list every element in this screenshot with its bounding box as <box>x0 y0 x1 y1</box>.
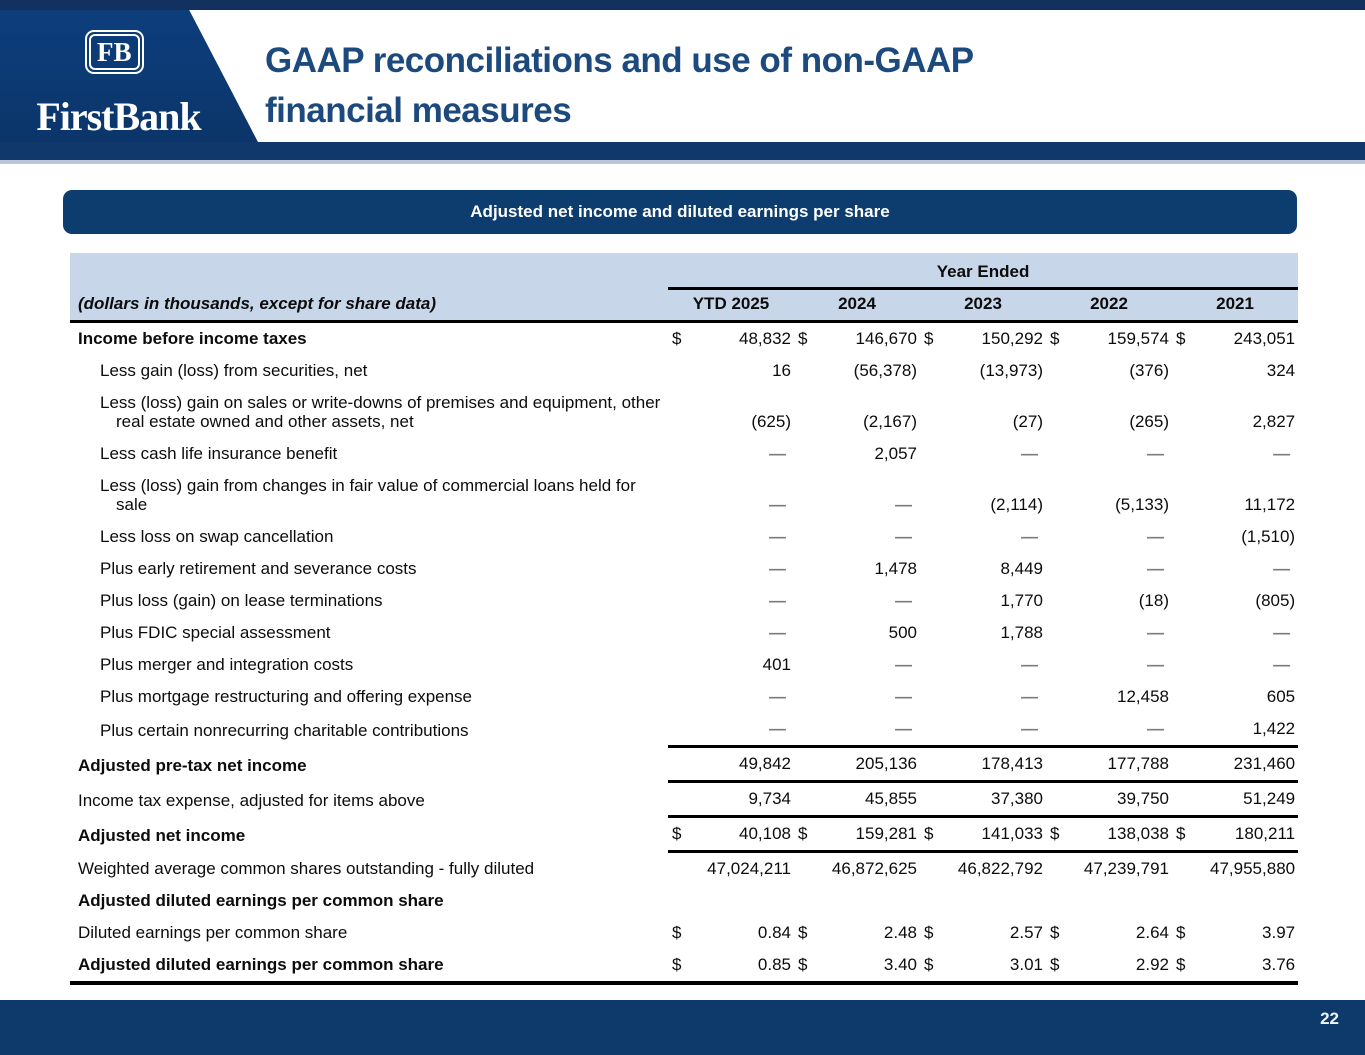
row-label: Plus merger and integration costs <box>100 655 354 674</box>
value-cell-r11c1: — <box>822 713 920 747</box>
dollar-sign-cell: $ <box>794 817 822 852</box>
dollar-sign-cell <box>794 553 822 585</box>
value-cell-r13c2: 37,380 <box>948 782 1046 817</box>
table-label-header: (dollars in thousands, except for share data) <box>70 289 668 322</box>
value-cell-r9c2: — <box>1021 655 1038 674</box>
dollar-sign-cell <box>920 553 948 585</box>
value-cell-r15c4: 47,955,880 <box>1210 859 1296 878</box>
column-header-3: 2022 <box>1046 289 1172 322</box>
value-cell-r11c4: 1,422 <box>1200 713 1298 747</box>
table-row <box>70 553 1298 585</box>
column-header-4: 2021 <box>1172 289 1298 322</box>
dollar-sign-cell <box>668 852 696 886</box>
dollar-sign-cell <box>1172 852 1200 886</box>
dollar-sign-cell <box>920 747 948 782</box>
dollar-sign-cell <box>1046 585 1074 617</box>
dollar-sign-cell <box>794 617 822 649</box>
row-label: Less gain (loss) from securities, net <box>100 361 368 380</box>
dollar-sign-cell <box>920 355 948 387</box>
value-cell-r13c4: 51,249 <box>1200 782 1298 817</box>
table-corner <box>70 253 668 289</box>
value-cell-r17c4: 3.97 <box>1262 923 1296 942</box>
value-cell-r1c4: 324 <box>1266 361 1296 380</box>
value-cell-r18c0: 0.85 <box>696 949 794 983</box>
table-row <box>70 585 1298 617</box>
table-row <box>70 917 1298 949</box>
value-cell-r1c0: 16 <box>772 361 791 380</box>
dollar-sign-cell <box>1046 782 1074 817</box>
value-cell-r14c0: 40,108 <box>696 817 794 852</box>
dollar-sign-cell <box>920 521 948 553</box>
value-cell-r0c0: 48,832 <box>739 329 791 348</box>
value-cell-r15c0: 47,024,211 <box>707 859 791 878</box>
value-cell-r4c1: — <box>895 495 912 514</box>
slide-title-line1: GAAP reconciliations and use of non-GAAP <box>265 41 974 80</box>
reconciliation-table-container <box>70 253 1298 985</box>
firstbank-logo <box>0 0 230 144</box>
row-label: Less (loss) gain from changes in fair value of commercial loans held for sale <box>100 476 636 514</box>
value-cell-r2c4: 2,827 <box>1252 412 1296 431</box>
value-cell-r18c3: 2.92 <box>1074 949 1172 983</box>
value-cell-r18c2: 3.01 <box>948 949 1046 983</box>
value-cell-r10c0: — <box>769 687 786 706</box>
table-row <box>70 817 1298 852</box>
row-label: Less loss on swap cancellation <box>100 527 334 546</box>
value-cell-r18c4: 3.76 <box>1200 949 1298 983</box>
dollar-sign-cell <box>668 553 696 585</box>
row-label: Plus FDIC special assessment <box>100 623 331 642</box>
dollar-sign-cell: $ <box>672 329 682 348</box>
value-cell-r5c4: (1,510) <box>1241 527 1296 546</box>
value-cell-r6c3: — <box>1147 559 1164 578</box>
value-cell-r9c1: — <box>895 655 912 674</box>
dollar-sign-cell <box>1046 355 1074 387</box>
dollar-sign-cell: $ <box>920 949 948 983</box>
value-cell-r4c3: (5,133) <box>1115 495 1169 514</box>
dollar-sign-cell <box>920 438 948 470</box>
slide-title-line2: financial measures <box>265 91 572 130</box>
value-cell-r8c3: — <box>1147 623 1164 642</box>
row-label: Diluted earnings per common share <box>78 923 348 942</box>
row-label: Income before income taxes <box>78 329 307 348</box>
dollar-sign-cell <box>1172 470 1200 521</box>
value-cell-r6c1: 1,478 <box>874 559 917 578</box>
dollar-sign-cell <box>668 617 696 649</box>
value-cell-r3c3: — <box>1147 444 1164 463</box>
dollar-sign-cell <box>1172 713 1200 747</box>
dollar-sign-cell: $ <box>1050 923 1060 942</box>
dollar-sign-cell: $ <box>1176 923 1186 942</box>
dollar-sign-cell <box>794 470 822 521</box>
dollar-sign-cell <box>920 885 948 917</box>
table-title-banner <box>63 190 1297 234</box>
row-label: Adjusted diluted earnings per common share <box>78 891 444 910</box>
table-row <box>70 617 1298 649</box>
dollar-sign-cell <box>794 713 822 747</box>
value-cell-r8c0: — <box>769 623 786 642</box>
dollar-sign-cell <box>1046 852 1074 886</box>
value-cell-r11c0: — <box>696 713 794 747</box>
dollar-sign-cell: $ <box>1050 329 1060 348</box>
dollar-sign-cell <box>1046 387 1074 438</box>
value-cell-r14c3: 138,038 <box>1074 817 1172 852</box>
dollar-sign-cell <box>794 782 822 817</box>
dollar-sign-cell <box>794 649 822 681</box>
dollar-sign-cell <box>1172 387 1200 438</box>
dollar-sign-cell <box>920 713 948 747</box>
dollar-sign-cell <box>1172 747 1200 782</box>
table-row <box>70 747 1298 782</box>
dollar-sign-cell <box>668 521 696 553</box>
dollar-sign-cell: $ <box>1176 329 1186 348</box>
dollar-sign-cell: $ <box>668 949 696 983</box>
dollar-sign-cell <box>1046 521 1074 553</box>
value-cell-r14c4: 180,211 <box>1200 817 1298 852</box>
value-cell-r16c3 <box>1074 885 1172 917</box>
value-cell-r17c2: 2.57 <box>1009 923 1043 942</box>
table-row <box>70 852 1298 886</box>
dollar-sign-cell: $ <box>1172 817 1200 852</box>
dollar-sign-cell <box>794 681 822 713</box>
reconciliation-table <box>70 253 1298 985</box>
dollar-sign-cell: $ <box>920 817 948 852</box>
value-cell-r5c3: — <box>1147 527 1164 546</box>
dollar-sign-cell: $ <box>1046 817 1074 852</box>
value-cell-r2c2: (27) <box>1012 412 1043 431</box>
dollar-sign-cell <box>1046 681 1074 713</box>
value-cell-r10c2: — <box>1021 687 1038 706</box>
row-label: Adjusted diluted earnings per common share <box>70 949 668 983</box>
dollar-sign-cell <box>794 885 822 917</box>
page-number: 22 <box>1320 1009 1339 1028</box>
dollar-sign-cell <box>1172 782 1200 817</box>
value-cell-r10c1: — <box>895 687 912 706</box>
row-label: Weighted average common shares outstanding - fully diluted <box>78 859 535 878</box>
logo-wordmark: FirstBank <box>36 94 201 139</box>
value-cell-r18c1: 3.40 <box>822 949 920 983</box>
dollar-sign-cell <box>1172 355 1200 387</box>
value-cell-r16c1 <box>822 885 920 917</box>
value-cell-r2c1: (2,167) <box>863 412 917 431</box>
dollar-sign-cell: $ <box>798 329 808 348</box>
table-row <box>70 387 1298 438</box>
value-cell-r0c1: 146,670 <box>855 329 917 348</box>
value-cell-r3c0: — <box>769 444 786 463</box>
table-row <box>70 355 1298 387</box>
fb-monogram-icon <box>85 30 144 74</box>
value-cell-r0c3: 159,574 <box>1107 329 1169 348</box>
value-cell-r0c4: 243,051 <box>1233 329 1296 348</box>
dollar-sign-cell <box>668 747 696 782</box>
value-cell-r11c2: — <box>948 713 1046 747</box>
dollar-sign-cell <box>1172 681 1200 713</box>
row-label: Less (loss) gain on sales or write-downs of premises and equipment, other real estate owned and other assets, net <box>100 393 661 431</box>
dollar-sign-cell <box>668 355 696 387</box>
value-cell-r14c1: 159,281 <box>822 817 920 852</box>
dollar-sign-cell <box>1046 438 1074 470</box>
dollar-sign-cell <box>920 782 948 817</box>
value-cell-r7c2: 1,770 <box>1000 591 1043 610</box>
value-cell-r4c0: — <box>769 495 786 514</box>
dollar-sign-cell: $ <box>924 329 934 348</box>
dollar-sign-cell: $ <box>668 817 696 852</box>
value-cell-r6c2: 8,449 <box>1000 559 1043 578</box>
table-row <box>70 885 1298 917</box>
value-cell-r9c4: — <box>1273 655 1291 674</box>
dollar-sign-cell <box>668 438 696 470</box>
row-label: Plus certain nonrecurring charitable contributions <box>100 720 469 740</box>
dollar-sign-cell <box>1046 553 1074 585</box>
dollar-sign-cell <box>920 387 948 438</box>
row-label: Plus mortgage restructuring and offering expense <box>100 687 473 706</box>
row-label: Plus early retirement and severance costs <box>100 559 417 578</box>
dollar-sign-cell <box>668 713 696 747</box>
value-cell-r8c1: 500 <box>888 623 917 642</box>
value-cell-r9c3: — <box>1147 655 1164 674</box>
value-cell-r12c1: 205,136 <box>822 747 920 782</box>
dollar-sign-cell: $ <box>794 949 822 983</box>
header-divider-band <box>0 142 1365 160</box>
dollar-sign-cell: $ <box>1172 949 1200 983</box>
table-row <box>70 782 1298 817</box>
table-row <box>70 649 1298 681</box>
header-divider-shadow <box>0 160 1365 164</box>
dollar-sign-cell <box>1046 470 1074 521</box>
value-cell-r5c1: — <box>895 527 912 546</box>
value-cell-r0c2: 150,292 <box>981 329 1043 348</box>
dollar-sign-cell <box>668 387 696 438</box>
column-header-0: YTD 2025 <box>668 289 794 322</box>
value-cell-r10c4: 605 <box>1266 687 1296 706</box>
dollar-sign-cell <box>668 649 696 681</box>
table-row <box>70 521 1298 553</box>
value-cell-r12c2: 178,413 <box>948 747 1046 782</box>
row-label: Adjusted pre-tax net income <box>78 755 307 775</box>
value-cell-r17c1: 2.48 <box>883 923 917 942</box>
dollar-sign-cell <box>920 617 948 649</box>
column-header-1: 2024 <box>794 289 920 322</box>
value-cell-r9c0: 401 <box>762 655 791 674</box>
value-cell-r7c1: — <box>895 591 912 610</box>
value-cell-r6c0: — <box>769 559 786 578</box>
value-cell-r2c3: (265) <box>1129 412 1169 431</box>
value-cell-r13c1: 45,855 <box>822 782 920 817</box>
dollar-sign-cell <box>668 470 696 521</box>
value-cell-r7c0: — <box>769 591 786 610</box>
dollar-sign-cell <box>794 852 822 886</box>
value-cell-r1c1: (56,378) <box>853 361 917 380</box>
value-cell-r4c2: (2,114) <box>990 495 1043 514</box>
dollar-sign-cell <box>1172 617 1200 649</box>
fb-monogram-letters: FB <box>89 34 140 70</box>
dollar-sign-cell <box>1172 438 1200 470</box>
value-cell-r15c2: 46,822,792 <box>957 859 1043 878</box>
value-cell-r3c1: 2,057 <box>874 444 917 463</box>
row-label: Less cash life insurance benefit <box>100 444 338 463</box>
dollar-sign-cell <box>920 585 948 617</box>
value-cell-r2c0: (625) <box>751 412 791 431</box>
value-cell-r16c2 <box>948 885 1046 917</box>
dollar-sign-cell <box>920 852 948 886</box>
dollar-sign-cell <box>1172 521 1200 553</box>
table-row <box>70 470 1298 521</box>
column-header-2: 2023 <box>920 289 1046 322</box>
dollar-sign-cell: $ <box>798 923 808 942</box>
table-row <box>70 713 1298 747</box>
table-row <box>70 322 1298 356</box>
dollar-sign-cell <box>1172 553 1200 585</box>
value-cell-r16c0 <box>696 885 794 917</box>
row-label: Plus loss (gain) on lease terminations <box>100 591 383 610</box>
table-row <box>70 681 1298 713</box>
value-cell-r3c4: — <box>1273 444 1291 463</box>
value-cell-r13c3: 39,750 <box>1074 782 1172 817</box>
value-cell-r7c4: (805) <box>1255 591 1296 610</box>
slide-header <box>0 0 1365 166</box>
value-cell-r1c2: (13,973) <box>979 361 1043 380</box>
value-cell-r11c3: — <box>1074 713 1172 747</box>
table-title-banner-label: Adjusted net income and diluted earnings per share <box>470 202 890 221</box>
dollar-sign-cell <box>920 649 948 681</box>
dollar-sign-cell <box>794 521 822 553</box>
dollar-sign-cell <box>1172 885 1200 917</box>
dollar-sign-cell <box>1046 649 1074 681</box>
dollar-sign-cell <box>920 470 948 521</box>
value-cell-r13c0: 9,734 <box>696 782 794 817</box>
row-label: Income tax expense, adjusted for items above <box>78 790 425 810</box>
dollar-sign-cell <box>668 782 696 817</box>
dollar-sign-cell <box>668 585 696 617</box>
dollar-sign-cell <box>794 747 822 782</box>
value-cell-r15c1: 46,872,625 <box>831 859 917 878</box>
value-cell-r3c2: — <box>1021 444 1038 463</box>
dollar-sign-cell <box>920 681 948 713</box>
value-cell-r6c4: — <box>1273 559 1291 578</box>
dollar-sign-cell <box>1172 585 1200 617</box>
value-cell-r12c4: 231,460 <box>1200 747 1298 782</box>
value-cell-r15c3: 47,239,791 <box>1083 859 1169 878</box>
slide-title <box>265 36 974 136</box>
dollar-sign-cell <box>794 355 822 387</box>
value-cell-r12c3: 177,788 <box>1074 747 1172 782</box>
dollar-sign-cell <box>668 681 696 713</box>
value-cell-r5c2: — <box>1021 527 1038 546</box>
dollar-sign-cell <box>1046 885 1074 917</box>
value-cell-r4c4: 11,172 <box>1244 495 1296 514</box>
value-cell-r17c3: 2.64 <box>1135 923 1169 942</box>
value-cell-r17c0: 0.84 <box>757 923 791 942</box>
value-cell-r16c4 <box>1200 885 1298 917</box>
dollar-sign-cell <box>1046 617 1074 649</box>
value-cell-r10c3: 12,458 <box>1117 687 1169 706</box>
value-cell-r5c0: — <box>769 527 786 546</box>
value-cell-r14c2: 141,033 <box>948 817 1046 852</box>
value-cell-r8c2: 1,788 <box>1000 623 1043 642</box>
row-label: Adjusted net income <box>78 825 246 845</box>
value-cell-r7c3: (18) <box>1138 591 1169 610</box>
table-row <box>70 438 1298 470</box>
dollar-sign-cell: $ <box>1046 949 1074 983</box>
table-row <box>70 949 1298 983</box>
dollar-sign-cell <box>1046 713 1074 747</box>
value-cell-r12c0: 49,842 <box>696 747 794 782</box>
dollar-sign-cell <box>1172 649 1200 681</box>
dollar-sign-cell <box>794 438 822 470</box>
value-cell-r8c4: — <box>1273 623 1291 642</box>
dollar-sign-cell: $ <box>924 923 934 942</box>
value-cell-r1c3: (376) <box>1129 361 1169 380</box>
slide-footer <box>0 1000 1365 1055</box>
dollar-sign-cell <box>794 585 822 617</box>
dollar-sign-cell <box>794 387 822 438</box>
dollar-sign-cell <box>1046 747 1074 782</box>
year-ended-group-header: Year Ended <box>668 253 1298 289</box>
dollar-sign-cell <box>668 885 696 917</box>
dollar-sign-cell: $ <box>672 923 682 942</box>
